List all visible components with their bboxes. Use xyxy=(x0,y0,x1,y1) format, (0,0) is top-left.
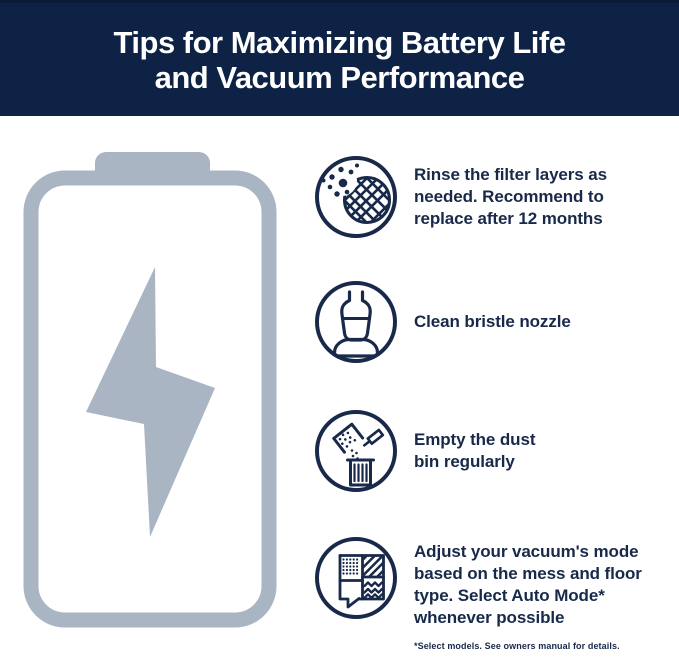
tip-text-filter xyxy=(414,164,676,230)
header-banner xyxy=(0,0,679,116)
tip-text-mode xyxy=(414,541,676,629)
dot-grid-pattern xyxy=(342,558,358,574)
tip-line: type. Select Auto Mode* xyxy=(414,586,605,605)
tip-text-bristle xyxy=(414,311,676,333)
tip-text-dust-bin xyxy=(414,429,676,473)
floor-type-icon xyxy=(311,533,401,623)
dust-bin-icon xyxy=(311,406,401,496)
handheld-vacuum-icon xyxy=(311,277,401,367)
tip-line: Rinse the filter layers as xyxy=(414,165,607,184)
tip-line: Clean bristle nozzle xyxy=(414,312,571,331)
tip-line: whenever possible xyxy=(414,608,565,627)
diagonal-stripe-pattern xyxy=(363,556,384,578)
footnote: *Select models. See owners manual for details. xyxy=(414,641,620,651)
title-line-1: Tips for Maximizing Battery Life xyxy=(113,24,566,60)
tip-line: needed. Recommend to xyxy=(414,187,604,206)
title-line-2: and Vacuum Performance xyxy=(154,59,525,95)
tip-line: replace after 12 months xyxy=(414,209,603,228)
tip-line: Empty the dust xyxy=(414,430,536,449)
tip-line: bin regularly xyxy=(414,452,515,471)
battery-lightning-icon xyxy=(15,140,290,640)
falling-dust-dots xyxy=(351,449,359,460)
filter-icon xyxy=(311,152,401,242)
zigzag-pattern xyxy=(365,583,383,598)
tip-line: Adjust your vacuum's mode xyxy=(414,542,639,561)
tip-line: based on the mess and floor xyxy=(414,564,642,583)
